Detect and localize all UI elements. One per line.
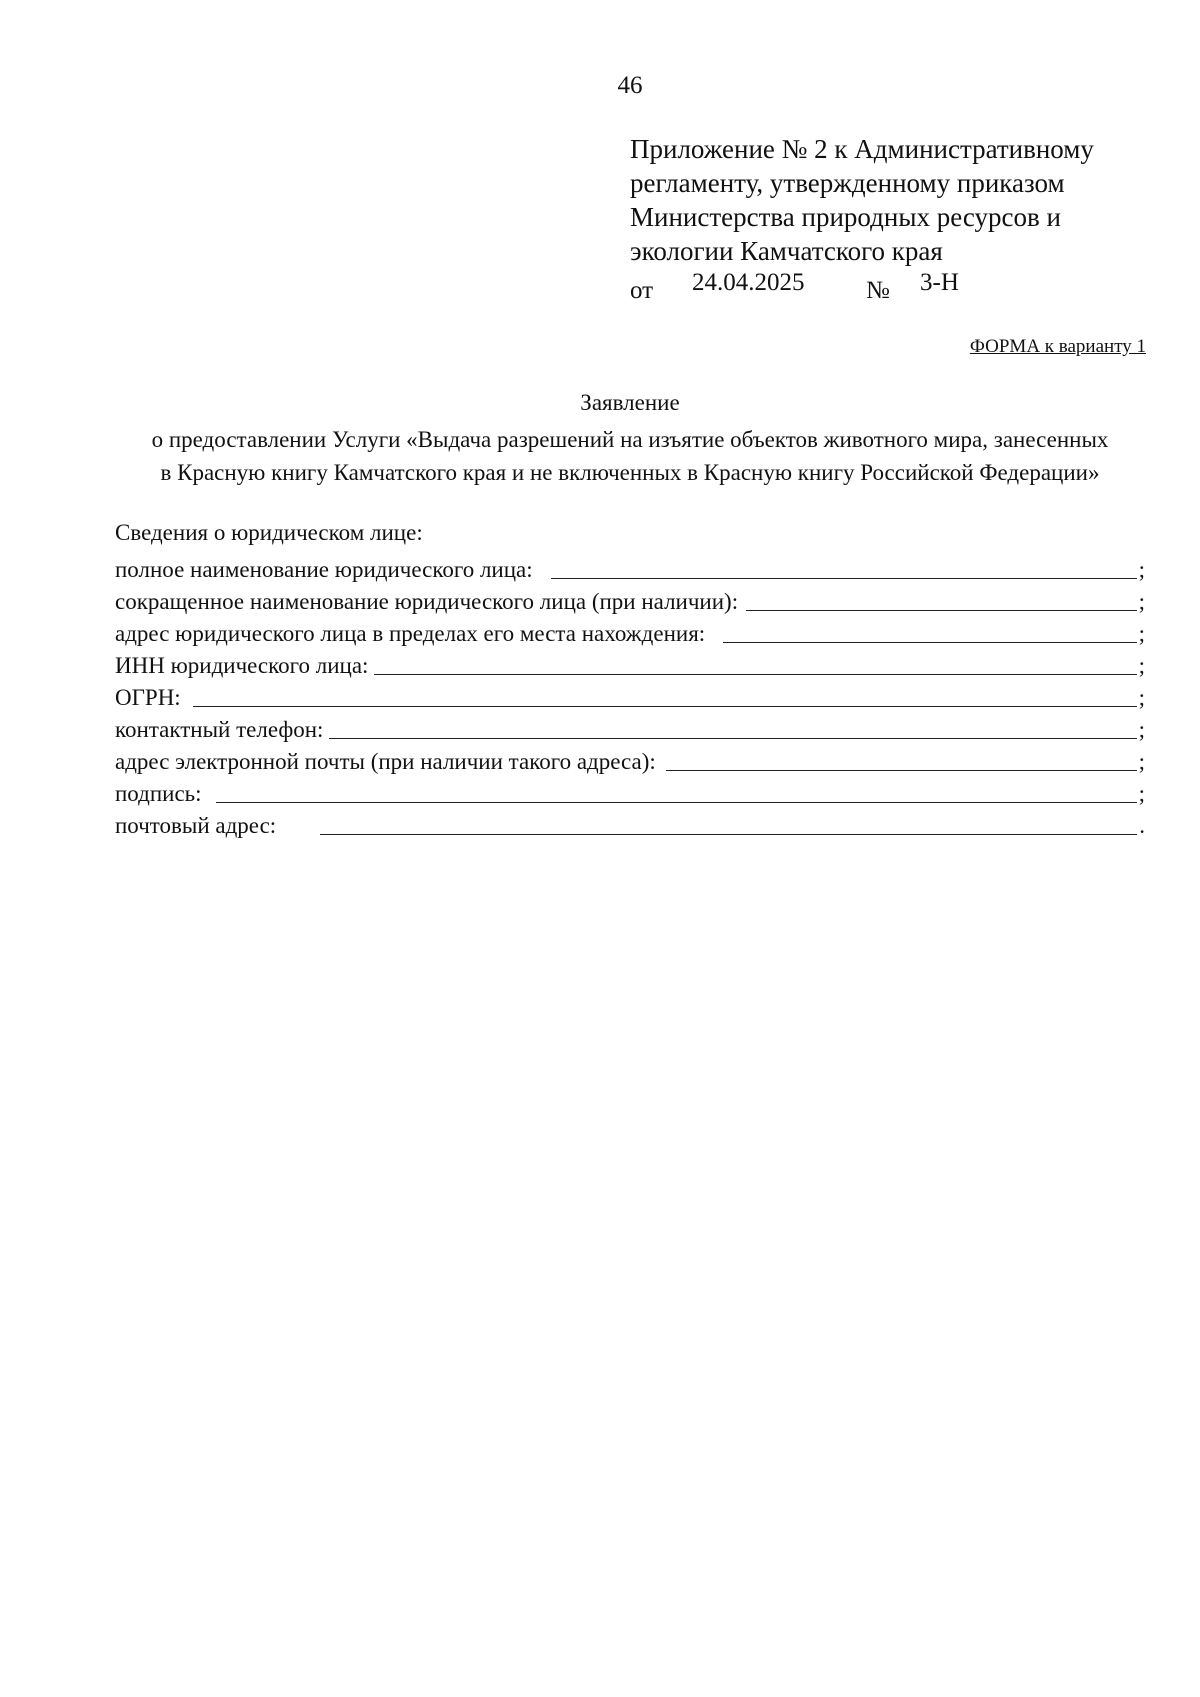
field-label: ИНН юридического лица: bbox=[115, 653, 369, 678]
document-subtitle bbox=[100, 423, 1160, 489]
field-label: подпись: bbox=[115, 781, 202, 806]
fill-in-line[interactable] bbox=[723, 620, 1137, 643]
field-label: ОГРН: bbox=[115, 685, 181, 710]
field-list bbox=[115, 551, 1145, 839]
field-row-ogrn bbox=[115, 679, 1145, 711]
appendix-line: Министерства природных ресурсов и bbox=[630, 202, 1061, 232]
field-label: адрес электронной почты (при наличии такого адреса): bbox=[115, 749, 656, 774]
fill-in-line[interactable] bbox=[193, 684, 1137, 707]
field-end-mark: ; bbox=[1138, 589, 1145, 614]
fill-in-line[interactable] bbox=[320, 812, 1137, 835]
field-label: сокращенное наименование юридического лица (при наличии): bbox=[115, 589, 739, 614]
field-end-mark: ; bbox=[1138, 621, 1145, 646]
field-end-mark: ; bbox=[1138, 557, 1145, 582]
section-heading: Сведения о юридическом лице: bbox=[115, 520, 423, 545]
fill-in-line[interactable] bbox=[216, 780, 1137, 803]
appendix-line: экологии Камчатского края bbox=[630, 236, 943, 266]
order-number: 3-Н bbox=[920, 269, 959, 296]
field-row-short-name bbox=[115, 583, 1145, 615]
field-row-phone bbox=[115, 711, 1145, 743]
fill-in-line[interactable] bbox=[551, 556, 1137, 579]
field-end-mark: ; bbox=[1138, 749, 1145, 774]
subtitle-line: в Красную книгу Камчатского края и не включенных в Красную книгу Российской Федерации» bbox=[160, 460, 1100, 485]
field-row-address bbox=[115, 615, 1145, 647]
fill-in-line[interactable] bbox=[374, 652, 1137, 675]
field-row-inn bbox=[115, 647, 1145, 679]
field-end-mark: . bbox=[1139, 813, 1145, 838]
appendix-line: регламенту, утвержденному приказом bbox=[630, 168, 1065, 198]
appendix-block bbox=[630, 132, 1150, 304]
subtitle-line: о предоставлении Услуги «Выдача разрешений на изъятие объектов животного мира, занесенных bbox=[151, 427, 1109, 452]
number-prefix: № bbox=[866, 277, 890, 304]
document-title: Заявление bbox=[580, 390, 680, 415]
field-end-mark: ; bbox=[1138, 685, 1145, 710]
field-end-mark: ; bbox=[1138, 781, 1145, 806]
field-label: адрес юридического лица в пределах его места нахождения: bbox=[115, 621, 706, 646]
field-label: контактный телефон: bbox=[115, 717, 324, 742]
fill-in-line[interactable] bbox=[329, 716, 1137, 739]
field-row-postal-address bbox=[115, 807, 1145, 839]
fill-in-line[interactable] bbox=[746, 588, 1137, 611]
field-row-email bbox=[115, 743, 1145, 775]
field-row-signature bbox=[115, 775, 1145, 807]
page-number: 46 bbox=[617, 72, 643, 99]
appendix-line: Приложение № 2 к Административному bbox=[630, 134, 1094, 164]
field-label: почтовый адрес: bbox=[115, 813, 277, 838]
order-date: 24.04.2025 bbox=[692, 269, 805, 296]
field-end-mark: ; bbox=[1138, 653, 1145, 678]
date-prefix: от bbox=[630, 277, 654, 304]
fill-in-line[interactable] bbox=[666, 748, 1137, 771]
form-label: ФОРМА к варианту 1 bbox=[969, 336, 1146, 357]
field-label: полное наименование юридического лица: bbox=[115, 557, 533, 582]
field-end-mark: ; bbox=[1138, 717, 1145, 742]
appendix-date-row bbox=[630, 268, 1150, 304]
field-row-full-name bbox=[115, 551, 1145, 583]
